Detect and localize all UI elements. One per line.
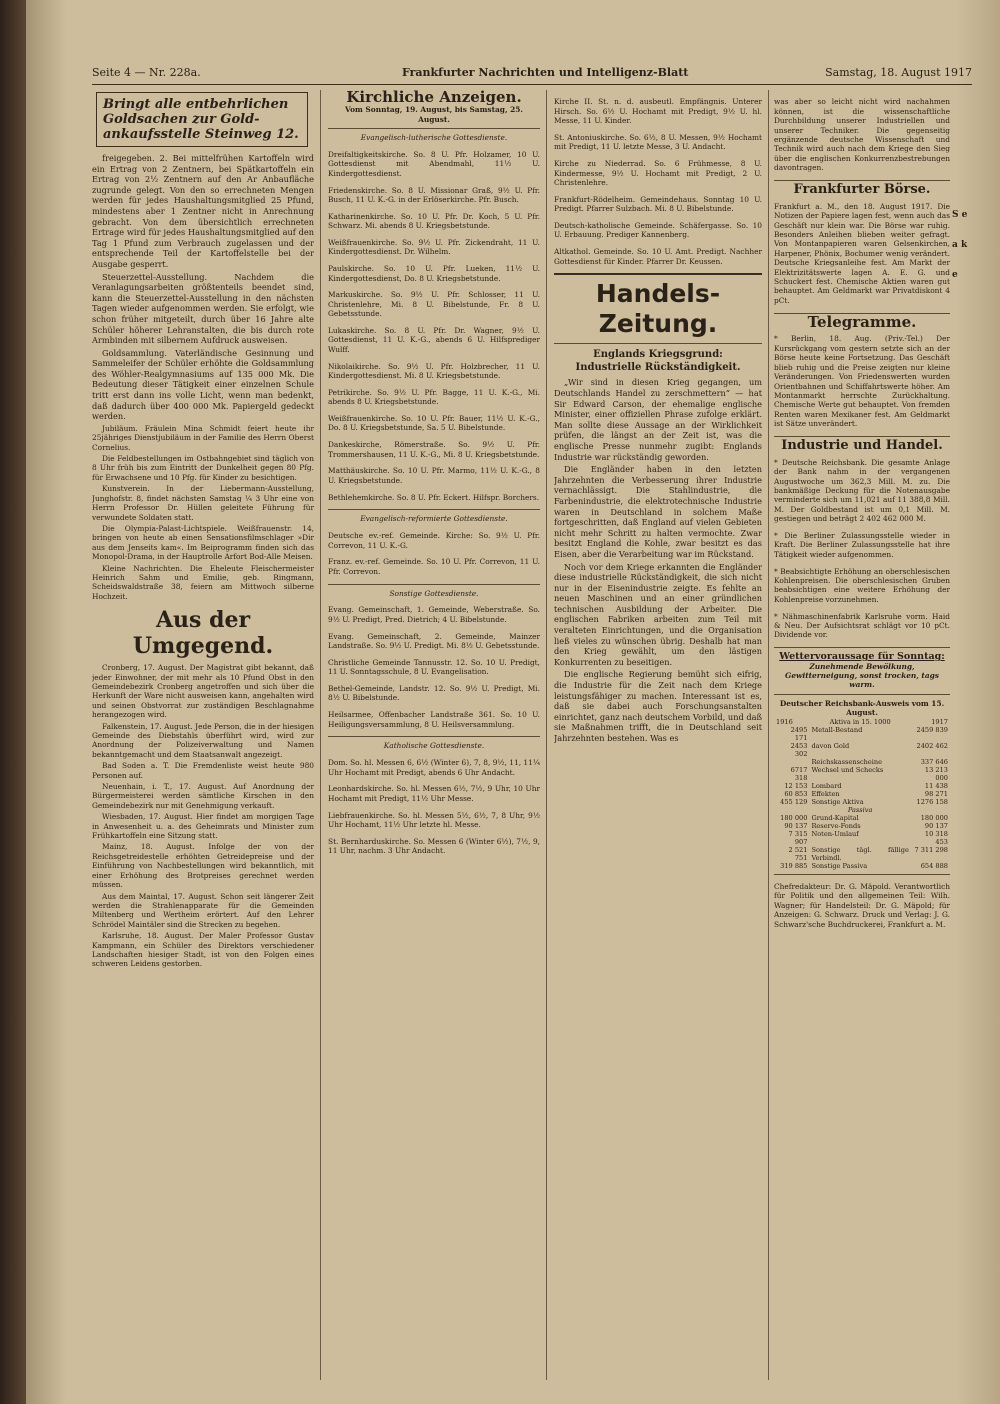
table-cell: 180 000 xyxy=(780,813,808,822)
church-entry: Leonhardskirche. So. hl. Messen 6½, 7½, 9 Uhr, 10 Uhr Hochamt mit Predigt, 11½ Uhr Messe. xyxy=(328,784,540,803)
article-paragraph: Die Olympia-Palast-Lichtspiele. Weißfrauenstr. 14, bringen von heute ab einen Sensationsfilmschlager »Dir aus dem Jenseits kam«. Im Beiprogramm finden sich das Monopol-Drama, in der Hauptrolle Arfort Bod-Alle Meisen. xyxy=(92,523,314,562)
divider xyxy=(554,343,762,344)
table-row xyxy=(774,766,950,782)
gold-ad-box xyxy=(96,92,308,147)
gold-ad-line-2: Goldsachen zur Gold- xyxy=(103,112,260,127)
table-cell: 1276 158 xyxy=(916,797,948,806)
evangelical-heading: Evangelisch-lutherische Gottesdienste. xyxy=(360,133,508,143)
table-header-cell: Aktiva in 15. 1000 xyxy=(829,717,891,726)
column-rule xyxy=(768,90,769,1380)
table-cell: Noten-Umlauf xyxy=(811,829,859,838)
table-cell: 11 438 xyxy=(924,781,948,790)
industrie-heading: Industrie und Handel. xyxy=(781,437,943,453)
table-header-cell: 1917 xyxy=(931,717,948,726)
article-paragraph: Steuerzettel-Ausstellung. Nachdem die Veranlagungsarbeiten größtenteils beendet sind, kann die Steuerzettel-Ausstellung in den nächsten Tagen wieder aufgenommen werden. Sie erfolgt, wie schon früher mitgeteilt, durch über 16 Jahre alte Schüler höherer Lehranstalten, die bis durch rote Armbinden mit silbernem Aufdruck ausweisen. xyxy=(92,271,314,346)
table-cell: Sonstige tägl. fällige Verbindl. xyxy=(811,845,909,862)
table-section-row xyxy=(774,806,950,814)
handels-subheading-2: Industrielle Rückständigkeit. xyxy=(575,362,741,374)
table-cell: 6717 318 xyxy=(790,765,808,782)
church-entry: Weißfrauenkirche. So. 10 U. Pfr. Bauer, 11½ U. K.-G., Do. 8 U. Kriegsbetstunde, Sa. 5 U. Bibelstunde. xyxy=(328,414,540,433)
adjacent-page-edge: S e a k e xyxy=(952,210,968,280)
church-entry: Deutsch-katholische Gemeinde. Schäfergasse. So. 10 U. Erbauung. Prediger Kannenberg. xyxy=(554,221,762,240)
church-entry: Dankeskirche, Römerstraße. So. 9½ U. Pfr. Trommershausen, 11 U. K.-G., Mi. 8 U. Kriegsbetstunde. xyxy=(328,440,540,459)
article-paragraph: Die Engländer haben in den letzten Jahrzehnten die Verbesserung ihrer Industrie vernachlässigt. Die Stahlindustrie, die Farbenindustrie, die elektrotechnische Industrie waren in Deutschland in solchem Maße fortgeschritten, daß England auf vielen Gebieten nicht mehr Schritt zu halten vermochte. Zwar besitzt England die Kohle, zwar besitzt es das Eisen, aber die Verarbeitung war im Rückstand. xyxy=(554,464,762,559)
table-row xyxy=(774,822,950,830)
table-cell: 90 137 xyxy=(924,821,948,830)
column-handels xyxy=(554,90,762,1380)
table-cell: Wechsel und Schecks xyxy=(811,765,884,774)
table-cell: davon Gold xyxy=(811,741,850,750)
article-paragraph: Die englische Regierung bemüht sich eifrig, die Industrie für die Zeit nach dem Kriege leistungsfähiger zu machen. Interessant ist es, daß sie dabei auch Forschungsanstalten einrichtet, ganz nach deutschem Vorbild, und daß sie Maßnahmen trifft, die in Deutschland seit Jahrzehnten bestehen. Was es xyxy=(554,669,762,744)
table-cell: Effekten xyxy=(811,789,840,798)
table-row xyxy=(774,814,950,822)
article-paragraph: Aus dem Maintal, 17. August. Schon seit längerer Zeit werden die Strahlenapparate für die Gemeinden Miltenberg und Wertheim erörtert. Auf den Lehrer Schrödel Maintäler sind die Strecken zu begehen. xyxy=(92,891,314,929)
table-cell: 98 271 xyxy=(924,789,948,798)
weather-forecast: Zunehmende Bewölkung, Gewitterneigung, sonst trocken, tags warm. xyxy=(785,661,939,690)
table-cell: 2459 839 xyxy=(916,725,948,734)
church-entry: Heilsarmee, Offenbacher Landstraße 361. So. 10 U. Heiligungsversammlung, 8 U. Heilsversammlung. xyxy=(328,710,540,729)
gold-ad-line-1: Bringt alle entbehrlichen xyxy=(103,97,289,112)
article-paragraph: Frankfurt a. M., den 18. August 1917. Die Notizen der Papiere lagen fest, wenn auch das Geschäft nur klein war. Die Börse war ruhig. Besonders Anleihen blieben weiter gefragt. Von Montanpapieren waren Gelsenkirchen, Harpener, Phönix, Bochumer wenig verändert. Deutsche Kriegsanleihe fest. Am Markt der Elektrizitätswerte lagen A. E. G. und Schuckert fest. Chemische Aktien waren gut behauptet. Am Geldmarkt war Privatdiskont 4 pCt. xyxy=(774,201,950,305)
article-paragraph: was aber so leicht nicht wird nachahmen können, ist die wissenschaftliche Durchbildung unserer Industriellen und unserer Techniker. Die gegenseitig ergänzende deutsche Wissenschaft und Technik wird auch nach dem Kriege den Sieg über die englischen Konkurrenzbestrebungen davontragen. xyxy=(774,97,950,173)
reichsbank-heading: Deutscher Reichsbank-Ausweis vom 15. August. xyxy=(779,698,945,718)
church-entry: Altkathol. Gemeinde. So. 10 U. Amt. Predigt. Nachher Gottesdienst für Kinder. Pfarrer Dr. Keussen. xyxy=(554,247,762,266)
reichsbank-table xyxy=(774,718,950,870)
table-row xyxy=(774,742,950,758)
article-paragraph: Die Feldbestellungen im Ostbahngebiet sind täglich von 8 Uhr früh bis zum Eintritt der Dunkelheit gegen 80 Pfg. für Erwachsene und 10 Pfg. für Kinder zu besichtigen. xyxy=(92,454,314,482)
header-page-number: Seite 4 — Nr. 228a. xyxy=(92,66,201,79)
table-cell xyxy=(774,758,809,766)
table-cell: Lombard xyxy=(811,781,842,790)
table-row xyxy=(774,758,950,766)
article-paragraph: „Wir sind in diesen Krieg gegangen, um Deutschlands Handel zu zerschmettern“ — hat Sir Edward Carson, der ehemalige englische Minister, einer offiziellen Phrase zufolge erklärt. Man sollte diese Aussage an der Wirklichkeit prüfen, die längst an der Zeit ist, was die englische Presse nunmehr zugibt: Englands Industrie war rückständig geworden. xyxy=(554,377,762,462)
divider xyxy=(774,436,950,437)
column-local-news xyxy=(92,90,314,1380)
divider xyxy=(774,874,950,875)
church-entry: Bethel-Gemeinde, Landstr. 12. So. 9½ U. Predigt, Mi. 8½ U. Bibelstunde. xyxy=(328,684,540,703)
binding-gutter xyxy=(0,0,26,1404)
handels-zeitung-heading: Handels-Zeitung. xyxy=(595,279,721,339)
church-entry: Markuskirche. So. 9½ U. Pfr. Schlosser, 11 U. Christenlehre, Mi. 8 U. Bibelstunde, Fr. 8 U. Gebetsstunde. xyxy=(328,290,540,319)
column-rule xyxy=(320,90,321,1380)
article-paragraph: Kleine Nachrichten. Die Eheleute Fleischermeister Heinrich Sahm und Emilie, geb. Ringmann, Scheidswaldstraße 38, feiern am Mittwoch silberne Hochzeit. xyxy=(92,563,314,601)
article-paragraph: Noch vor dem Kriege erkannten die Engländer diese industrielle Rückständigkeit, die sich nicht nur in der Eisenindustrie zeigte. Es fehlte an neuen Maschinen und an einer gründlichen technischen Ausbildung der Arbeiter. Die englischen Fabriken arbeiten zum Teil mit veralteten Einrichtungen, und die Organisation ließ vieles zu wünschen übrig. Deshalb hat man den Krieg gewählt, um den lästigen Konkurrenten zu beseitigen. xyxy=(554,561,762,667)
umgegend-heading: Aus der Umgegend. xyxy=(132,607,274,660)
catholic-heading: Katholische Gottesdienste. xyxy=(383,741,485,751)
divider xyxy=(774,694,950,695)
table-cell: 60 853 xyxy=(784,789,808,798)
church-entry: St. Antoniuskirche. So. 6½, 8 U. Messen, 9½ Hochamt mit Predigt, 11 U. letzte Messe, 3 U. Andacht. xyxy=(554,133,762,152)
table-cell: 319 885 xyxy=(780,861,808,870)
header-masthead: Frankfurter Nachrichten und Intelligenz-Blatt xyxy=(402,66,689,79)
church-heading: Kirchliche Anzeigen. xyxy=(346,90,522,106)
church-entry: Dreifaltigkeitskirche. So. 8 U. Pfr. Holzamer, 10 U. Gottesdienst mit Abendmahl, 11½ U. Kindergottesdienst. xyxy=(328,150,540,178)
church-entry: St. Bernharduskirche. So. Messen 6 (Winter 6½), 7½, 9, 11 Uhr, nachm. 3 Uhr Andacht. xyxy=(328,836,540,856)
table-cell: Sonstige Passiva xyxy=(811,861,868,870)
church-entry: Liebfrauenkirche. So. hl. Messen 5½, 6½, 7, 8 Uhr, 9½ Uhr Hochamt, 11½ Uhr letzte hl. Messe. xyxy=(328,810,540,830)
divider xyxy=(328,736,540,737)
table-cell: Reserve-Fonds xyxy=(811,821,861,830)
column-market xyxy=(774,90,950,1380)
reformed-heading: Evangelisch-reformierte Gottesdienste. xyxy=(360,514,508,524)
column-rule xyxy=(546,90,547,1380)
article-paragraph: Karlsruhe, 18. August. Der Maler Professor Gustav Kampmann, ein Schüler des Direktors verschiedener Landschaften hiesiger Stadt, ist von den Folgen eines schweren Leidens gestorben. xyxy=(92,931,314,969)
table-section-label: Passiva xyxy=(847,805,873,814)
column-church-notices xyxy=(328,90,540,1380)
table-row xyxy=(774,830,950,846)
table-cell: 455 129 xyxy=(780,797,808,806)
article-paragraph: freigegeben. 2. Bei mittelfrühen Kartoffeln wird ein Ertrag von 2 Zentnern, bei Spätkartoffeln ein Ertrag von 2½ Zentnern auf den Ar Anbaufläche zugrunde gelegt. Von den so errechneten Mengen werden für jedes Haushaltungsmitglied 25 Pfund, mindestens aber 1 Zentner nicht in Anrechnung gebracht. Von dem übersichtlich errechneten Ertrage wird für jedes Haushaltungsmitglied auf den Tag 1 Pfund zum Verbrauch zugelassen und der entsprechende Teil der Kartoffelstelle bei der Ausgabe gesperrt. xyxy=(92,153,314,269)
article-paragraph: * Berlin, 18. Aug. (Priv.-Tel.) Der Kursrückgang vom gestern setzte sich an der Börse heute keine Fortsetzung. Das Geschäft blieb ruhig und die Preise zeigten nur kleine Veränderungen. Von Friedenswerten wurden Orientbahnen und Schiffahrtswerte höher. Am Montanmarkt herrschte Zurückhaltung. Chemische Werte gut behauptet. Von fremden Renten waren Mexikaner fest. Am Geldmarkt ist Sätze unverändert. xyxy=(774,334,950,429)
church-entry: Matthäuskirche. So. 10 U. Pfr. Marmo, 11½ U. K.-G., 8 U. Kriegsbetstunde. xyxy=(328,466,540,485)
divider xyxy=(774,647,950,648)
other-services-heading: Sonstige Gottesdienste. xyxy=(389,588,479,598)
table-cell: 90 137 xyxy=(784,821,808,830)
church-entry: Petrikirche. So. 9½ U. Pfr. Bagge, 11 U. K.-G., Mi. abends 8 U. Kriegsbetstunde. xyxy=(328,387,540,407)
church-subtitle: Vom Sonntag, 19. August, bis Samstag, 25. August. xyxy=(345,105,523,124)
church-entry: Kirche zu Niederrad. So. 6 Frühmesse, 8 U. Kindermesse, 9½ U. Hochamt mit Predigt, 2 U. Christenlehre. xyxy=(554,159,762,188)
table-cell: 10 318 453 xyxy=(924,829,948,846)
page-header xyxy=(92,64,972,85)
article-paragraph: Kunstverein. In der Liebermann-Ausstellung, Junghofstr. 8, findet nächsten Samstag ¼ 3 Uhr eine von Herrn Professor Dr. Hüllen geleitete Führung für verwundete Soldaten statt. xyxy=(92,484,314,522)
divider xyxy=(774,180,950,181)
church-entry: Deutsche ev.-ref. Gemeinde. Kirche: So. 9½ U. Pfr. Correvon, 11 U. K.-G. xyxy=(328,531,540,550)
table-cell: 2 521 751 xyxy=(788,845,808,862)
article-paragraph: * Beabsichtigte Erhöhung an oberschlesischen Kohlenpreisen. Die oberschlesischen Gruben beabsichtigen eine weitere Erhöhung der Kohlenpreise vorzunehmen. xyxy=(774,566,950,604)
divider xyxy=(328,128,540,129)
table-row xyxy=(774,726,950,742)
table-cell: Sonstige Aktiva xyxy=(811,797,864,806)
weather-heading: Wettervoraussage für Sonntag: xyxy=(779,651,945,663)
church-entry: Weißfrauenkirche. So. 9½ U. Pfr. Zickendraht, 11 U. Kindergottesdienst. Dr. Wilhelm. xyxy=(328,238,540,257)
imprint: Chefredakteur: Dr. G. Mäpold. Verantwortlich für Politik und den allgemeinen Teil: Wilh. Wagner; für Handelsteil: Dr. G. Mäpold; für Anzeigen: G. Schwarz. Druck und Verlag: J. G. Schwarz'sche Buchdruckerei, Frankfurt a. M. xyxy=(774,882,950,929)
table-cell: 180 000 xyxy=(920,813,948,822)
church-entry: Dom. So. hl. Messen 6, 6½ (Winter 6), 7, 8, 9½, 11, 11¼ Uhr Hochamt mit Predigt, abends 6 Uhr Andacht. xyxy=(328,758,540,777)
church-entry: Frankfurt-Rödelheim. Gemeindehaus. Sonntag 10 U. Predigt. Pfarrer Sulzbach. Mi. 8 U. Bibelstunde. xyxy=(554,194,762,214)
table-row xyxy=(774,790,950,798)
article-paragraph: Jubiläum. Fräulein Mina Schmidt feiert heute ihr 25jähriges Dienstjubiläum in der Familie des Herrn Oberst Cornelius. xyxy=(92,423,314,452)
table-row xyxy=(774,862,950,870)
divider xyxy=(328,509,540,510)
church-entry: Bethlehemkirche. So. 8 U. Pfr. Eckert. Hilfspr. Borchers. xyxy=(328,492,540,502)
article-paragraph: Bad Soden a. T. Die Fremdenliste weist heute 980 Personen auf. xyxy=(92,761,314,780)
church-entry: Kirche II. St. n. d. ausbeutl. Empfängnis. Unterer Hirsch. So. 6½ U. Hochamt mit Predigt, 9½ U. hl. Messe, 11 U. Kinder. xyxy=(554,97,762,126)
table-cell: 654 888 xyxy=(920,861,948,870)
church-entry: Christliche Gemeinde Tannusstr. 12. So. 10 U. Predigt, 11 U. Sonntagsschule, 8 U. Evangelisation. xyxy=(328,657,540,677)
table-cell: 13 213 000 xyxy=(924,765,948,782)
table-cell: Reichskassenscheine xyxy=(811,757,883,766)
church-entry: Lukaskirche. So. 8 U. Pfr. Dr. Wagner, 9½ U. Gottesdienst, 11 U. K.-G., abends 6 U. Hilfsprediger Wulff. xyxy=(328,326,540,354)
article-paragraph: Cronberg, 17. August. Der Magistrat gibt bekannt, daß jeder Einwohner, der mit mehr als 10 Pfund Obst in den Gemeindebezirk Cronberg angetroffen und sich über die Herkunft der Ware nicht ausweisen kann, angehalten wird und seinen Obstvorrat zur zuständigen Beschlagnahme herangezogen wird. xyxy=(92,663,314,720)
church-entry: Katharinenkirche. So. 10 U. Pfr. Dr. Koch, 5 U. Pfr. Schwarz. Mi. abends 8 U. Kriegsbetstunde. xyxy=(328,211,540,231)
church-entry: Evang. Gemeinschaft, 2. Gemeinde, Mainzer Landstraße. So. 9½ U. Predigt. Mi. 8½ U. Gebetsstunde. xyxy=(328,631,540,651)
article-paragraph: Mainz, 18. August. Infolge der von der Reichsgetreidestelle erhöhten Getreidepreise und der Einführung von Nachbestellungen wird bekanntlich, mit einer Erhöhung des Brotpreises gerechnet werden müssen. xyxy=(92,842,314,890)
article-paragraph: * Die Berliner Zulassungsstelle wieder in Kraft. Die Berliner Zulassungsstelle hat ihre Tätigkeit wieder aufgenommen. xyxy=(774,530,950,559)
table-row xyxy=(774,782,950,790)
article-paragraph: * Nähmaschinenfabrik Karlsruhe vorm. Haid & Neu. Der Aufsichtsrat schlägt vor 10 pCt. Dividende vor. xyxy=(774,611,950,640)
article-paragraph: * Deutsche Reichsbank. Die gesamte Anlage der Bank nahm in der vergangenen Augustwoche um 362,3 Mill. M. zu. Die bankmäßige Deckung für die Notenausgabe verminderte sich um 11,021 auf 11 388,8 Mill. M. Der Goldbestand ist um 0,1 Mill. M. gestiegen und beträgt 2 402 462 000 M. xyxy=(774,457,950,524)
table-cell: 2453 302 xyxy=(790,741,808,758)
church-entry: Friedenskirche. So. 8 U. Missionar Graß, 9½ U. Pfr. Busch, 11 U. K.-G. in der Erlöserkirche. Pfr. Busch. xyxy=(328,185,540,205)
table-cell: Grund-Kapital xyxy=(811,813,859,822)
gold-ad-line-3: ankaufsstelle Steinweg 12. xyxy=(103,127,299,142)
table-row xyxy=(774,846,950,862)
telegramme-heading: Telegramme. xyxy=(807,312,917,331)
table-cell: Metall-Bestand xyxy=(811,725,863,734)
church-entry: Evang. Gemeinschaft, 1. Gemeinde, Weberstraße. So. 9½ U. Predigt, Pred. Dietrich; 4 U. Bibelstunde. xyxy=(328,605,540,624)
table-cell: 2495 171 xyxy=(790,725,808,742)
divider xyxy=(328,584,540,585)
church-entry: Franz. ev.-ref. Gemeinde. So. 10 U. Pfr. Correvon, 11 U. Pfr. Correvon. xyxy=(328,557,540,576)
boerse-heading: Frankfurter Börse. xyxy=(793,182,931,198)
table-header-row xyxy=(774,718,950,726)
handels-subheading-1: Englands Kriegsgrund: xyxy=(593,349,723,361)
table-cell: 7 311 298 xyxy=(914,845,948,854)
article-paragraph: Neuenhain, i. T., 17. August. Auf Anordnung der Bürgermeisterei werden sämtliche Kirschen in den Gemeindebezirk nur mit Genehmigung verkauft. xyxy=(92,782,314,810)
divider xyxy=(554,273,762,275)
church-entry: Nikolaikirche. So. 9½ U. Pfr. Holzbrecher, 11 U. Kindergottesdienst. Mi. 8 U. Kriegsbetstunde. xyxy=(328,361,540,381)
header-date: Samstag, 18. August 1917 xyxy=(825,66,972,79)
church-entry: Paulskirche. So. 10 U. Pfr. Lueken, 11½ U. Kindergottesdienst, Do. 8 U. Kriegsbetstunde. xyxy=(328,264,540,283)
article-paragraph: Falkenstein, 17. August. Jede Person, die in der hiesigen Gemeinde des Diebstahls überführt wird, wird zur Anordnung der Polizeiverwaltung und Namen bekanntgemacht und dem Staatsanwalt angezeigt. xyxy=(92,721,314,759)
table-cell: 337 646 xyxy=(920,757,948,766)
table-row xyxy=(774,798,950,806)
table-cell: 2402 462 xyxy=(916,741,948,750)
table-header-cell: 1916 xyxy=(776,717,793,726)
table-cell: 12 153 xyxy=(784,781,808,790)
article-paragraph: Goldsammlung. Vaterländische Gesinnung und Sammeleifer der Schüler erhöhte die Goldsammlung des Wöhler-Realgymnasiums auf 135 000 Mk. Die Bedeutung dieser Tätigkeit einer einzelnen Schule tritt erst dann ins volle Licht, wenn man bedenkt, daß dadurch über 400 000 Mk. Papiergeld gedeckt werden. xyxy=(92,347,314,422)
table-cell: 7 315 907 xyxy=(788,829,808,846)
article-paragraph: Wiesbaden, 17. August. Hier findet am morgigen Tage in Anwesenheit u. a. des Geheimrats und Minister zum Frühkartoffeln eine Sitzung statt. xyxy=(92,812,314,841)
